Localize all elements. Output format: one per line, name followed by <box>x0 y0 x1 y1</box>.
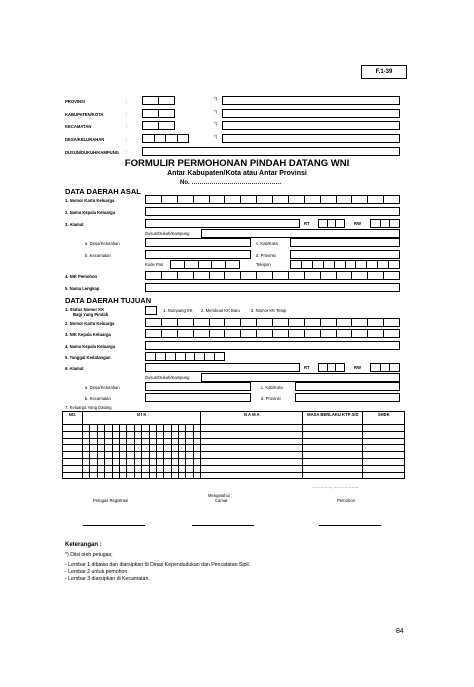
signature-pemohon-label: Pemohon <box>337 498 355 503</box>
provinsi-code-input[interactable] <box>142 96 175 105</box>
tujuan-status-option-1: 1. Numpang KK <box>163 308 193 313</box>
tujuan-status-option-3: 3. Nomor KK Tetap <box>251 308 287 313</box>
nik-digit-cell[interactable] <box>105 452 112 459</box>
nik-digit-cell[interactable] <box>127 458 134 465</box>
family-table-header <box>63 412 405 425</box>
notes-line-2: - Lembar 1 dibawa dan diarsipkan di Dinas Kependudukan dan Pencatatan Sipil. <box>65 562 251 568</box>
table-row <box>63 425 405 432</box>
header-label-kecamatan: KECAMATAN <box>65 124 92 129</box>
nik-digit-cell[interactable] <box>119 431 126 438</box>
nik-digit-cell[interactable] <box>119 465 126 472</box>
col-header-shdk: SHDK <box>363 412 405 425</box>
nik-digit-cell[interactable] <box>164 431 171 438</box>
tujuan-rw-label: RW <box>354 365 361 370</box>
section-heading-tujuan: DATA DAERAH TUJUAN <box>65 296 152 305</box>
nik-digit-cell[interactable] <box>171 472 178 479</box>
asal-kec-label: b. Kecamatan <box>85 253 111 258</box>
row-no-cell[interactable] <box>63 438 83 445</box>
asal-kab-label: c. Kab/Kota <box>256 241 278 246</box>
nik-digit-cell[interactable] <box>164 465 171 472</box>
col-header-nik: N I K <box>83 412 201 425</box>
nik-digit-cell[interactable] <box>83 465 90 472</box>
nik-digit-cell[interactable] <box>83 431 90 438</box>
nik-digit-cell[interactable] <box>134 452 141 459</box>
asal-dusun-input[interactable] <box>201 229 400 238</box>
nik-digit-cell[interactable] <box>134 472 141 479</box>
nik-digit-cell[interactable] <box>149 472 156 479</box>
col-header-no: NO. <box>63 412 83 425</box>
masa-berlaku-cell[interactable] <box>303 458 363 465</box>
col-header-masa-berlaku: MASA BERLAKU KTP S/D <box>303 412 363 425</box>
nik-digit-cell[interactable] <box>156 445 163 452</box>
nik-digit-cell[interactable] <box>164 458 171 465</box>
nik-digit-cell[interactable] <box>142 445 149 452</box>
asal-rt-input[interactable] <box>318 219 345 228</box>
table-row <box>63 452 405 459</box>
asal-nama-input[interactable] <box>145 283 400 292</box>
nik-digit-cell[interactable] <box>127 465 134 472</box>
header-star: *) <box>214 96 218 101</box>
nik-digit-cell[interactable] <box>105 431 112 438</box>
nik-digit-cell[interactable] <box>90 458 97 465</box>
table-row <box>63 445 405 452</box>
nik-digit-cell[interactable] <box>83 458 90 465</box>
nik-digit-cell[interactable] <box>156 425 163 432</box>
table-row <box>63 431 405 438</box>
tujuan-label-alamat: 6. Alamat <box>65 366 84 371</box>
header-star: *) <box>214 121 218 126</box>
header-label-dusun: DUSUN/DUKUH/KAMPUNG <box>65 150 119 155</box>
row-no-cell[interactable] <box>63 425 83 432</box>
asal-dusun-label: Dusun/Dukuh/Kampung <box>145 231 190 236</box>
nik-digit-cell[interactable] <box>83 438 90 445</box>
signature-line-camat <box>192 525 254 526</box>
kabupaten-code-input[interactable] <box>142 109 175 118</box>
masa-berlaku-cell[interactable] <box>303 445 363 452</box>
tujuan-label-status: 1. Status Nomor KK <box>65 307 105 312</box>
nik-digit-cell[interactable] <box>171 465 178 472</box>
asal-kab-input[interactable] <box>290 238 400 247</box>
kecamatan-name-input[interactable] <box>222 121 400 130</box>
nik-digit-cell[interactable] <box>134 445 141 452</box>
tujuan-status-option-2: 2. Membuat KK Baru <box>201 308 240 313</box>
form-code: F.1-39 <box>375 69 393 75</box>
nik-digit-cell[interactable] <box>112 458 119 465</box>
nik-digit-cell[interactable] <box>179 472 186 479</box>
nik-digit-cell[interactable] <box>97 452 104 459</box>
nik-digit-cell[interactable] <box>105 472 112 479</box>
nik-digit-cell[interactable] <box>171 438 178 445</box>
nik-digit-cell[interactable] <box>179 438 186 445</box>
nik-digit-cell[interactable] <box>164 438 171 445</box>
table-row <box>63 465 405 472</box>
header-colon: : <box>126 112 128 117</box>
nik-digit-cell[interactable] <box>186 472 193 479</box>
tujuan-tanggal-input[interactable] <box>145 352 225 361</box>
nik-digit-cell[interactable] <box>171 445 178 452</box>
nik-digit-cell[interactable] <box>90 431 97 438</box>
tujuan-prov-input[interactable] <box>295 393 400 402</box>
kecamatan-code-input[interactable] <box>142 121 175 130</box>
nik-digit-cell[interactable] <box>112 438 119 445</box>
nik-digit-cell[interactable] <box>179 465 186 472</box>
nik-digit-cell[interactable] <box>186 452 193 459</box>
signature-date: ………….., ……………… <box>312 484 359 489</box>
tujuan-kec-label: b. Kecamatan <box>85 396 111 401</box>
header-star: *) <box>214 134 218 139</box>
asal-kepala-input[interactable] <box>145 207 400 216</box>
nik-digit-cell[interactable] <box>134 438 141 445</box>
nik-digit-cell[interactable] <box>142 438 149 445</box>
nik-digit-cell[interactable] <box>164 472 171 479</box>
tujuan-rw-input[interactable] <box>370 363 400 372</box>
asal-label-kk: 1. Nomor Kartu Keluarga <box>65 198 115 203</box>
nik-digit-cell[interactable] <box>193 438 200 445</box>
header-label-desa: DESA/KELURAHAN <box>65 137 105 142</box>
nik-digit-cell[interactable] <box>134 431 141 438</box>
asal-alamat-input[interactable] <box>145 219 300 228</box>
asal-kec-input[interactable] <box>145 250 251 259</box>
signature-mengetahui: Mengetahui : <box>208 493 233 498</box>
tujuan-kepala-input[interactable] <box>145 341 400 350</box>
tujuan-alamat-input[interactable] <box>145 363 300 372</box>
nik-digit-cell[interactable] <box>119 472 126 479</box>
nik-digit-cell[interactable] <box>105 425 112 432</box>
nik-digit-cell[interactable] <box>112 445 119 452</box>
nik-digit-cell[interactable] <box>127 425 134 432</box>
nik-digit-cell[interactable] <box>127 431 134 438</box>
asal-telepon-input[interactable] <box>290 260 400 269</box>
asal-kk-number-input[interactable] <box>145 195 400 204</box>
kabupaten-name-input[interactable] <box>222 109 400 118</box>
header-colon: : <box>126 150 128 155</box>
signature-line-pemohon <box>319 525 381 526</box>
tujuan-label-kk: 2. Nomor Kartu Keluarga <box>65 321 115 326</box>
shdk-cell[interactable] <box>363 472 405 479</box>
tujuan-kk-number-input[interactable] <box>145 318 400 327</box>
nik-digit-cell[interactable] <box>112 425 119 432</box>
table-row <box>63 458 405 465</box>
nik-digit-cell[interactable] <box>156 431 163 438</box>
shdk-cell[interactable] <box>363 445 405 452</box>
asal-label-nik: 4. NIK Pemohon <box>65 274 98 279</box>
nik-digit-cell[interactable] <box>83 452 90 459</box>
nik-digit-cell[interactable] <box>127 445 134 452</box>
nik-digit-cell[interactable] <box>97 465 104 472</box>
tujuan-dusun-input[interactable] <box>201 373 400 382</box>
asal-prov-input[interactable] <box>290 250 400 259</box>
nik-digit-cell[interactable] <box>127 472 134 479</box>
nik-digit-cell[interactable] <box>97 472 104 479</box>
nik-digit-cell[interactable] <box>156 465 163 472</box>
nik-digit-cell[interactable] <box>112 452 119 459</box>
tujuan-desa-input[interactable] <box>145 382 251 391</box>
nik-digit-cell[interactable] <box>142 452 149 459</box>
form-subtitle: Antar Kabupaten/Kota atau Antar Provinsi <box>167 170 307 177</box>
nik-digit-cell[interactable] <box>179 445 186 452</box>
header-label-kabupaten: KABUPATEN/KOTA <box>65 112 104 117</box>
nik-digit-cell[interactable] <box>186 425 193 432</box>
nik-digit-cell[interactable] <box>90 472 97 479</box>
nik-digit-cell[interactable] <box>171 425 178 432</box>
tujuan-label-status-sub: Bagi Yang Pindah <box>73 312 109 317</box>
nik-digit-cell[interactable] <box>119 438 126 445</box>
nik-digit-cell[interactable] <box>186 438 193 445</box>
nik-digit-cell[interactable] <box>186 458 193 465</box>
page-number: 84 <box>396 628 404 635</box>
row-no-cell[interactable] <box>63 472 83 479</box>
asal-rw-label: RW <box>354 221 361 226</box>
nik-digit-cell[interactable] <box>142 465 149 472</box>
row-no-cell[interactable] <box>63 458 83 465</box>
asal-prov-label: d. Provinsi <box>256 253 276 258</box>
tujuan-prov-label: d. Provinsi <box>261 396 281 401</box>
asal-kodepos-label: Kode Pos <box>145 262 164 267</box>
nik-digit-cell[interactable] <box>97 458 104 465</box>
nik-digit-cell[interactable] <box>142 431 149 438</box>
tujuan-label-nik-kepala: 3. NIK Kepala Keluarga <box>65 332 111 337</box>
asal-rt-label: RT <box>304 221 310 226</box>
asal-rw-input[interactable] <box>370 219 400 228</box>
nik-digit-cell[interactable] <box>193 425 200 432</box>
nik-digit-cell[interactable] <box>134 425 141 432</box>
nik-digit-cell[interactable] <box>119 425 126 432</box>
nik-digit-cell[interactable] <box>179 458 186 465</box>
signature-camat-label: Camat <box>215 498 228 503</box>
nik-digit-cell[interactable] <box>90 445 97 452</box>
provinsi-name-input[interactable] <box>222 96 400 105</box>
nik-digit-cell[interactable] <box>164 425 171 432</box>
nama-cell[interactable] <box>201 445 303 452</box>
nik-digit-cell[interactable] <box>149 452 156 459</box>
nik-digit-cell[interactable] <box>164 452 171 459</box>
shdk-cell[interactable] <box>363 458 405 465</box>
nik-digit-cell[interactable] <box>127 438 134 445</box>
nik-digit-cell[interactable] <box>142 458 149 465</box>
nik-digit-cell[interactable] <box>112 431 119 438</box>
nik-digit-cell[interactable] <box>186 465 193 472</box>
nik-digit-cell[interactable] <box>134 465 141 472</box>
notes-line-3: - Lembar 2 untuk pemohon. <box>65 569 129 575</box>
tujuan-kec-input[interactable] <box>145 393 251 402</box>
nik-digit-cell[interactable] <box>149 465 156 472</box>
nama-cell[interactable] <box>201 452 303 459</box>
asal-desa-input[interactable] <box>145 238 251 247</box>
form-number: No. ……………………………………… <box>180 180 282 186</box>
signature-petugas-label: Petugas Registrasi <box>93 498 129 503</box>
nik-digit-cell[interactable] <box>105 445 112 452</box>
col-header-nama: N A M A <box>201 412 303 425</box>
nik-digit-cell[interactable] <box>90 438 97 445</box>
asal-label-kepala: 2. Nama Kepala Keluarga <box>65 210 116 215</box>
shdk-cell[interactable] <box>363 425 405 432</box>
nama-cell[interactable] <box>201 438 303 445</box>
nik-digit-cell[interactable] <box>179 452 186 459</box>
nama-cell[interactable] <box>201 431 303 438</box>
asal-telepon-label: Telepon <box>256 262 271 267</box>
nama-cell[interactable] <box>201 472 303 479</box>
tujuan-dusun-label: Dusun/Dukuh/Kampung <box>145 375 190 380</box>
row-no-cell[interactable] <box>63 452 83 459</box>
nik-digit-cell[interactable] <box>105 438 112 445</box>
nik-digit-cell[interactable] <box>193 452 200 459</box>
nik-digit-cell[interactable] <box>83 425 90 432</box>
nik-digit-cell[interactable] <box>156 458 163 465</box>
header-label-provinsi: PROVINSI <box>65 99 86 104</box>
nik-digit-cell[interactable] <box>186 431 193 438</box>
masa-berlaku-cell[interactable] <box>303 472 363 479</box>
header-colon: : <box>126 137 128 142</box>
tujuan-rt-input[interactable] <box>318 363 345 372</box>
nik-digit-cell[interactable] <box>149 425 156 432</box>
shdk-cell[interactable] <box>363 452 405 459</box>
desa-name-input[interactable] <box>222 134 400 143</box>
nik-digit-cell[interactable] <box>164 445 171 452</box>
asal-label-alamat: 3. Alamat <box>65 222 84 227</box>
nik-digit-cell[interactable] <box>112 465 119 472</box>
row-no-cell[interactable] <box>63 431 83 438</box>
nik-digit-cell[interactable] <box>97 425 104 432</box>
asal-desa-label: a. Desa/Kelurahan <box>85 241 120 246</box>
dusun-name-input[interactable] <box>142 147 400 156</box>
nik-digit-cell[interactable] <box>83 472 90 479</box>
nik-digit-cell[interactable] <box>83 445 90 452</box>
nik-digit-cell[interactable] <box>149 458 156 465</box>
nik-digit-cell[interactable] <box>179 425 186 432</box>
nik-digit-cell[interactable] <box>97 445 104 452</box>
nik-digit-cell[interactable] <box>119 452 126 459</box>
header-colon: : <box>126 124 128 129</box>
family-table <box>62 411 405 479</box>
nik-digit-cell[interactable] <box>156 438 163 445</box>
tujuan-rt-label: RT <box>304 365 310 370</box>
tujuan-label-tanggal: 5. Tanggal Kedatangan <box>65 355 111 360</box>
nik-digit-cell[interactable] <box>179 431 186 438</box>
tujuan-desa-label: a. Desa/Kelurahan <box>85 385 120 390</box>
table-row <box>63 438 405 445</box>
section-heading-asal: DATA DAERAH ASAL <box>65 187 141 196</box>
nik-digit-cell[interactable] <box>156 472 163 479</box>
row-no-cell[interactable] <box>63 465 83 472</box>
nik-digit-cell[interactable] <box>149 438 156 445</box>
nama-cell[interactable] <box>201 458 303 465</box>
nama-cell[interactable] <box>201 465 303 472</box>
table-row <box>63 472 405 479</box>
nik-digit-cell[interactable] <box>156 452 163 459</box>
masa-berlaku-cell[interactable] <box>303 465 363 472</box>
shdk-cell[interactable] <box>363 431 405 438</box>
asal-kodepos-input[interactable] <box>170 260 240 269</box>
nik-digit-cell[interactable] <box>193 465 200 472</box>
nik-digit-cell[interactable] <box>193 472 200 479</box>
nik-digit-cell[interactable] <box>142 425 149 432</box>
header-colon: : <box>126 99 128 104</box>
notes-heading: Keterangan : <box>65 542 102 548</box>
nik-digit-cell[interactable] <box>119 458 126 465</box>
desa-code-input[interactable] <box>142 134 189 143</box>
nik-digit-cell[interactable] <box>193 431 200 438</box>
nik-digit-cell[interactable] <box>171 458 178 465</box>
nik-digit-cell[interactable] <box>171 452 178 459</box>
nik-digit-cell[interactable] <box>186 445 193 452</box>
tujuan-label-kepala: 4. Nama Kepala Keluarga <box>65 344 116 349</box>
form-title: FORMULIR PERMOHONAN PINDAH DATANG WNI <box>124 158 350 169</box>
asal-label-nama: 5. Nama Lengkap <box>65 286 100 291</box>
nik-digit-cell[interactable] <box>149 445 156 452</box>
nik-digit-cell[interactable] <box>105 458 112 465</box>
asal-nik-input[interactable] <box>145 271 400 280</box>
nik-digit-cell[interactable] <box>90 465 97 472</box>
shdk-cell[interactable] <box>363 438 405 445</box>
tujuan-kab-label: c. Kab/Kota <box>261 385 283 390</box>
shdk-cell[interactable] <box>363 465 405 472</box>
nik-digit-cell[interactable] <box>90 425 97 432</box>
nik-digit-cell[interactable] <box>97 438 104 445</box>
nik-digit-cell[interactable] <box>134 458 141 465</box>
masa-berlaku-cell[interactable] <box>303 438 363 445</box>
notes-line-4: - Lembar 3 diarsipkan di Kecamatan. <box>65 576 150 582</box>
nik-digit-cell[interactable] <box>112 472 119 479</box>
masa-berlaku-cell[interactable] <box>303 452 363 459</box>
nik-digit-cell[interactable] <box>171 431 178 438</box>
notes-line-1: *) Diisi oleh petugas; <box>65 552 113 558</box>
masa-berlaku-cell[interactable] <box>303 425 363 432</box>
header-star: *) <box>214 109 218 114</box>
nik-digit-cell[interactable] <box>119 445 126 452</box>
tujuan-kab-input[interactable] <box>295 382 400 391</box>
nik-digit-cell[interactable] <box>193 445 200 452</box>
row-no-cell[interactable] <box>63 445 83 452</box>
nik-digit-cell[interactable] <box>127 452 134 459</box>
tujuan-label-keluarga: 7. Keluarga Yang Datang <box>65 405 112 410</box>
nik-digit-cell[interactable] <box>142 472 149 479</box>
tujuan-status-input[interactable] <box>145 306 157 315</box>
signature-line-petugas <box>83 525 145 526</box>
nik-digit-cell[interactable] <box>193 458 200 465</box>
tujuan-nik-kepala-input[interactable] <box>145 329 400 338</box>
nik-digit-cell[interactable] <box>105 465 112 472</box>
masa-berlaku-cell[interactable] <box>303 431 363 438</box>
nik-digit-cell[interactable] <box>149 431 156 438</box>
nik-digit-cell[interactable] <box>90 452 97 459</box>
nik-digit-cell[interactable] <box>97 431 104 438</box>
nama-cell[interactable] <box>201 425 303 432</box>
